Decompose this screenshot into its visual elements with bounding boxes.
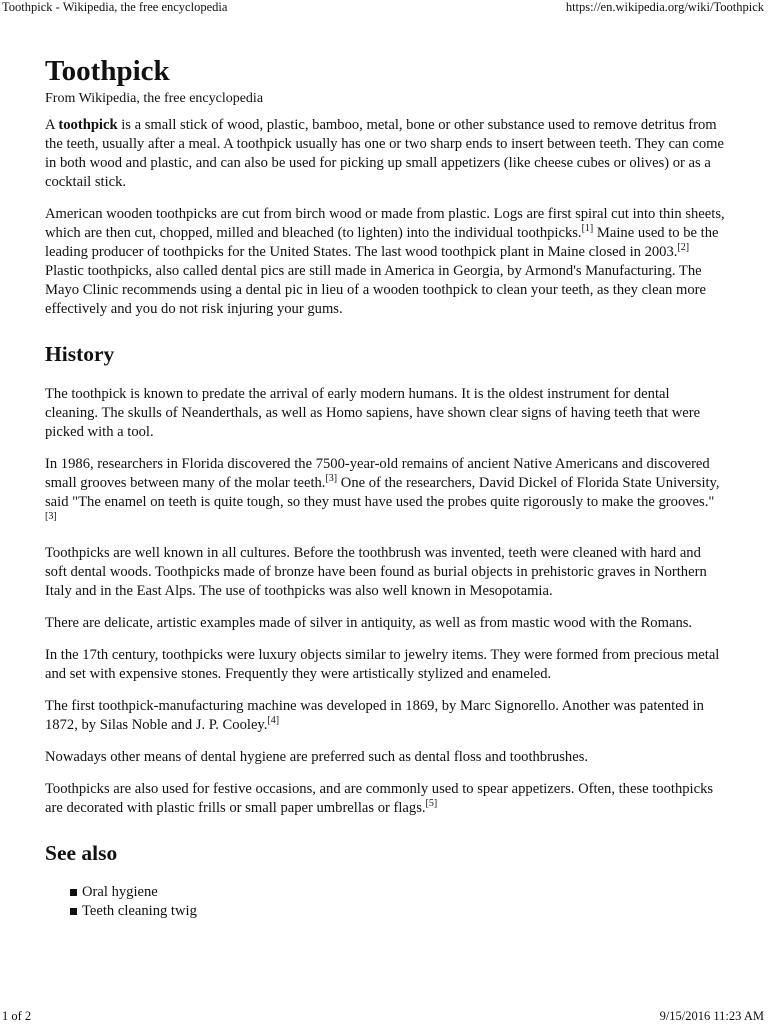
text-run: is a small stick of wood, plastic, bamboo, metal, bone or other substance used to remove detritus from the teeth, usually after a meal. A toothpick usually has one or two sharp ends to insert between teeth. They can come in both wood and plastic, and can also be used for picking up small appetizers (like cheese cubes or olives) or as a cocktail stick.	[45, 117, 724, 190]
print-header-url: https://en.wikipedia.org/wiki/Toothpick	[565, 0, 764, 14]
see-also-link[interactable]: Oral hygiene	[82, 884, 158, 900]
history-paragraph-8	[45, 780, 725, 818]
print-footer-timestamp: 9/15/2016 11:23 AM	[659, 1009, 764, 1023]
citation-link[interactable]: [2]	[677, 242, 690, 254]
history-paragraph-1: The toothpick is known to predate the arrival of early modern humans. It is the oldest instrument for dental cleaning. The skulls of Neanderthals, as well as Homo sapiens, have shown clear signs of having teeth that were picked with a tool.	[45, 386, 701, 440]
text-run: A	[45, 117, 59, 133]
history-paragraph-7: Nowadays other means of dental hygiene are preferred such as dental floss and toothbrushes.	[45, 749, 589, 765]
citation-link[interactable]: [5]	[425, 798, 438, 810]
list-item	[45, 883, 725, 902]
intro-paragraph-1	[45, 116, 725, 192]
section-heading-see-also: See also	[45, 841, 118, 865]
print-header-title: Toothpick - Wikipedia, the free encyclopedia	[2, 0, 228, 14]
square-bullet-icon	[70, 889, 77, 896]
history-paragraph-2	[45, 455, 725, 531]
text-run: In 1986, researchers in Florida discovered the 7500-year-old remains of ancient Native Americans and discovered small grooves between many of the molar teeth.	[45, 456, 710, 491]
citation-link[interactable]: [4]	[267, 715, 280, 727]
text-run: Toothpicks are also used for festive occasions, and are commonly used to spear appetizers. Often, these toothpicks are decorated with plastic frills or small paper umbrellas or flags.	[45, 781, 714, 816]
print-footer-page-counter: 1 of 2	[2, 1009, 32, 1023]
square-bullet-icon	[70, 908, 77, 915]
citation-link[interactable]: [3]	[325, 473, 338, 485]
list-item	[45, 902, 725, 921]
see-also-link[interactable]: Teeth cleaning twig	[82, 903, 197, 919]
history-paragraph-6	[45, 697, 725, 735]
bold-term: toothpick	[58, 117, 118, 133]
text-run: One of the researchers, David Dickel of Florida State University, said "The enamel on teeth is quite tough, so they must have used the probes quite rigorously to make the grooves."	[45, 475, 720, 510]
page-title: Toothpick	[45, 55, 170, 87]
see-also-list	[45, 883, 725, 921]
text-run: American wooden toothpicks are cut from birch wood or made from plastic. Logs are first spiral cut into thin sheets, which are then cut, chopped, milled and bleached (to lighten) into the individual toothpicks.	[45, 206, 725, 241]
citation-link[interactable]: [1]	[581, 223, 594, 235]
article-content	[45, 56, 725, 921]
history-paragraph-3: Toothpicks are well known in all cultures. Before the toothbrush was invented, teeth were cleaned with hard and soft dental woods. Toothpicks made of bronze have been found as burial objects in prehistoric graves in Northern Italy and in the East Alps. The use of toothpicks was also well known in Mesopotamia.	[45, 545, 707, 599]
citation-link[interactable]: [3]	[45, 511, 57, 523]
text-run: Plastic toothpicks, also called dental pics are still made in America in Georgia, by Armond's Manufacturing. The Mayo Clinic recommends using a dental pic in lieu of a wooden toothpick to clean your teeth, as they clean more effectively and you do not risk injuring your gums.	[45, 263, 706, 317]
page-tagline: From Wikipedia, the free encyclopedia	[45, 91, 264, 106]
text-run: Maine used to be the leading producer of toothpicks for the United States. The last wood toothpick plant in Maine closed in 2003.	[45, 225, 719, 260]
text-run: The first toothpick-manufacturing machine was developed in 1869, by Marc Signorello. Another was patented in 1872, by Silas Noble and J. P. Cooley.	[45, 698, 704, 733]
section-heading-history: History	[45, 342, 115, 366]
intro-paragraph-2	[45, 205, 725, 319]
history-paragraph-5: In the 17th century, toothpicks were luxury objects similar to jewelry items. They were formed from precious metal and set with expensive stones. Frequently they were artistically stylized and enameled.	[45, 647, 720, 682]
history-paragraph-4: There are delicate, artistic examples made of silver in antiquity, as well as from mastic wood with the Romans.	[45, 615, 693, 631]
